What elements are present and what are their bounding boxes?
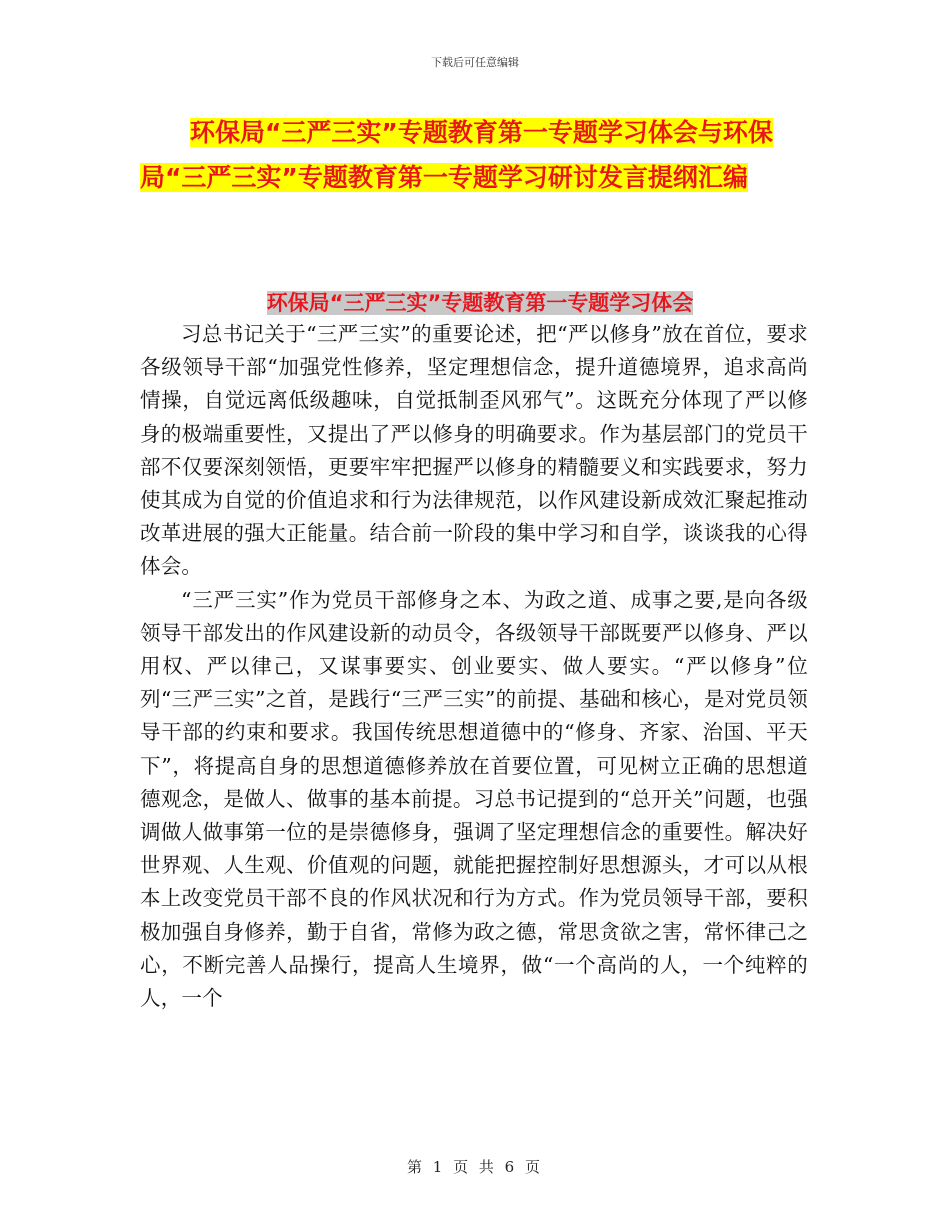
- section-title-text: 环保局“三严三实”专题教育第一专题学习体会: [266, 291, 694, 315]
- body-paragraph: “三严三实”作为党员干部修身之本、为政之道、成事之要,是向各级领导干部发出的作风建设新的动员令，各级领导干部既要严以修身、严以用权、严以律己，又谋事要实、创业要实、做人要实。“严以修身”位列“三严三实”之首，是践行“三严三实”的前提、基础和核心，是对党员领导干部的约束和要求。我国传统思想道德中的“修身、齐家、治国、平天下”，将提高自身的思想道德修养放在首要位置，可见树立正确的思想道德观念，是做人、做事的基本前提。习总书记提到的“总开关”问题，也强调做人做事第一位的是崇德修身，强调了坚定理想信念的重要性。解决好世界观、人生观、价值观的问题，就能把握控制好思想源头，才可以从根本上改变党员干部不良的作风状况和行为方式。作为党员领导干部，要积极加强自身修养，勤于自省，常修为政之德，常思贪欲之害，常怀律己之心，不断完善人品操行，提高人生境界，做“一个高尚的人，一个纯粹的人，一个: [140, 587, 808, 1011]
- document-body: [140, 318, 808, 1015]
- body-paragraph: 习总书记关于“三严三实”的重要论述，把“严以修身”放在首位，要求各级领导干部“加强党性修养，坚定理想信念，提升道德境界，追求高尚情操，自觉远离低级趣味，自觉抵制歪风邪气”。这既充分体现了严以修身的极端重要性，又提出了严以修身的明确要求。作为基层部门的党员干部不仅要深刻领悟，更要牢牢把握严以修身的精髓要义和实践要求，努力使其成为自觉的价值追求和行为法律规范，以作风建设新成效汇聚起推动改革进展的强大正能量。结合前一阶段的集中学习和自学，谈谈我的心得体会。: [140, 322, 808, 579]
- document-title: [140, 110, 820, 200]
- page-header-note: 下载后可任意编辑: [431, 56, 519, 69]
- document-title-text: 环保局“三严三实”专题教育第一专题学习体会与环保局“三严三实”专题教育第一专题学习研讨发言提纲汇编: [140, 118, 773, 192]
- page-number: 第 1 页 共 6 页: [407, 1158, 543, 1176]
- section-title: [140, 288, 820, 318]
